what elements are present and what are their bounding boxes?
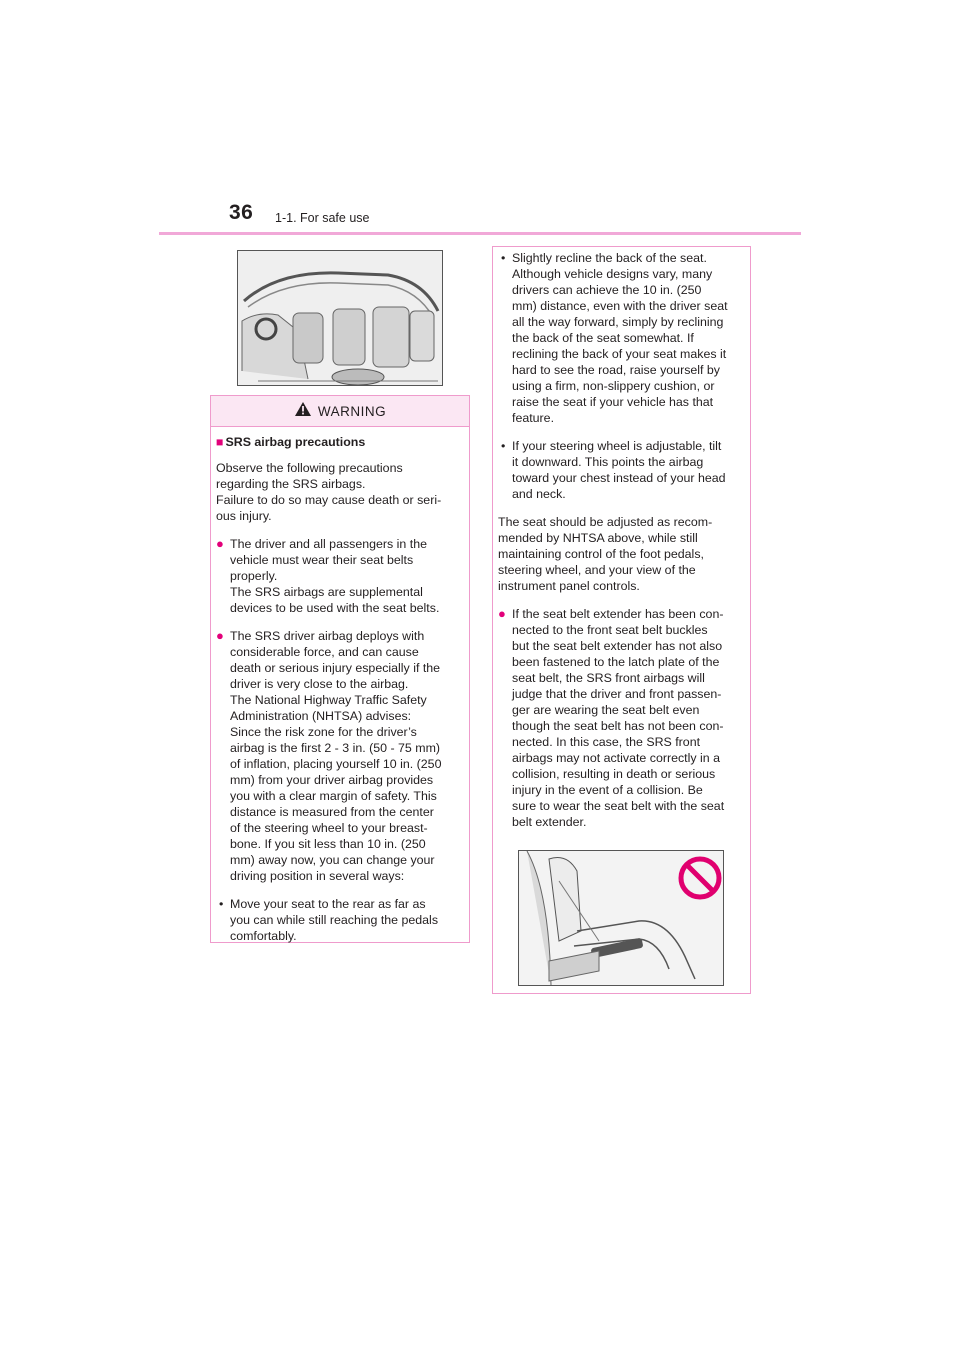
- text-line: mm) distance, even with the driver seat: [512, 299, 728, 313]
- warning-item-belt-extender: [498, 606, 745, 830]
- bullet-marker: •: [501, 251, 506, 265]
- text-line: mended by NHTSA above, while still: [498, 531, 698, 545]
- text-line: ous injury.: [216, 509, 272, 523]
- prohibition-icon: [677, 855, 723, 901]
- text-line: If your steering wheel is adjustable, tilt: [512, 439, 722, 453]
- text-line: all the way forward, simply by reclining: [512, 315, 724, 329]
- warning-box: [210, 395, 470, 943]
- section-title: 1-1. For safe use: [275, 211, 370, 225]
- text-line: raise the seat if your vehicle has that: [512, 395, 714, 409]
- bullet-tilt-wheel: [498, 438, 745, 502]
- bullet-marker: •: [501, 439, 506, 453]
- text-line: you with a clear margin of safety. This: [230, 789, 437, 803]
- text-line: belt extender.: [512, 815, 587, 829]
- text-line: collision, resulting in death or serious: [512, 767, 716, 781]
- text-line: The driver and all passengers in the: [230, 537, 427, 551]
- bullet-recline-seat: [498, 250, 745, 426]
- text-line: Administration (NHTSA) advises:: [230, 709, 412, 723]
- warning-item-seatbelts: [216, 536, 464, 616]
- text-line: but the seat belt extender has not also: [512, 639, 723, 653]
- text-line: injury in the event of a collision. Be: [512, 783, 703, 797]
- text-line: If the seat belt extender has been con-: [512, 607, 724, 621]
- text-line: drivers can achieve the 10 in. (250: [512, 283, 702, 297]
- text-line: been fastened to the latch plate of the: [512, 655, 720, 669]
- text-line: maintaining control of the foot pedals,: [498, 547, 704, 561]
- text-line: vehicle must wear their seat belts: [230, 553, 414, 567]
- warning-header: [211, 396, 469, 427]
- bullet-marker: •: [219, 897, 224, 911]
- text-line: and neck.: [512, 487, 566, 501]
- text-line: Since the risk zone for the driver’s: [230, 725, 417, 739]
- text-line: steering wheel, and your view of the: [498, 563, 696, 577]
- header-rule: [159, 232, 801, 235]
- text-line: though the seat belt has not been con-: [512, 719, 724, 733]
- text-line: Move your seat to the rear as far as: [230, 897, 426, 911]
- heading-text: SRS airbag precautions: [225, 435, 366, 449]
- text-line: distance is measured from the center: [230, 805, 434, 819]
- text-line: toward your chest instead of your head: [512, 471, 726, 485]
- text-line: of inflation, placing yourself 10 in. (250: [230, 757, 442, 771]
- text-line: using a firm, non-slippery cushion, or: [512, 379, 715, 393]
- text-line: driving position in several ways:: [230, 869, 405, 883]
- text-line: judge that the driver and front passen-: [512, 687, 722, 701]
- text-line: nected. In this case, the SRS front: [512, 735, 701, 749]
- warning-intro: [216, 460, 464, 524]
- text-line: The National Highway Traffic Safety: [230, 693, 427, 707]
- heading-marker: ■: [216, 435, 224, 449]
- page-number: 36: [229, 201, 254, 224]
- bullet-move-seat: [216, 896, 464, 944]
- text-line: seat belt, the SRS front airbags will: [512, 671, 705, 685]
- car-cabin-illustration: [237, 250, 443, 386]
- text-line: of the steering wheel to your breast-: [230, 821, 428, 835]
- text-line: nected to the front seat belt buckles: [512, 623, 708, 637]
- text-line: Observe the following precautions: [216, 461, 403, 475]
- text-line: death or serious injury especially if the: [230, 661, 441, 675]
- text-line: it downward. This points the airbag: [512, 455, 704, 469]
- dot-marker: ●: [498, 606, 506, 621]
- seat-adjust-paragraph: [498, 514, 745, 594]
- text-line: comfortably.: [230, 929, 297, 943]
- text-line: Although vehicle designs vary, many: [512, 267, 713, 281]
- text-line: Failure to do so may cause death or seri-: [216, 493, 442, 507]
- warning-heading: [216, 434, 464, 450]
- warning-content: [211, 427, 469, 944]
- warning-label: WARNING: [317, 403, 387, 419]
- text-line: feature.: [512, 411, 555, 425]
- car-cabin-drawing: [238, 251, 442, 385]
- text-line: The seat should be adjusted as recom-: [498, 515, 713, 529]
- text-line: The SRS driver airbag deploys with: [230, 629, 425, 643]
- dot-marker: ●: [216, 536, 224, 551]
- text-line: mm) from your driver airbag provides: [230, 773, 434, 787]
- text-line: properly.: [230, 569, 278, 583]
- text-line: the back of the seat somewhat. If: [512, 331, 694, 345]
- text-line: Slightly recline the back of the seat.: [512, 251, 707, 265]
- text-line: ger are wearing the seat belt even: [512, 703, 700, 717]
- text-line: you can while still reaching the pedals: [230, 913, 439, 927]
- text-line: airbag is the first 2 - 3 in. (50 - 75 mm): [230, 741, 441, 755]
- warning-triangle-icon: [294, 401, 312, 422]
- text-line: considerable force, and can cause: [230, 645, 419, 659]
- text-line: mm) away now, you can change your: [230, 853, 435, 867]
- text-line: The SRS airbags are supplemental: [230, 585, 423, 599]
- text-line: sure to wear the seat belt with the seat: [512, 799, 725, 813]
- text-line: hard to see the road, raise yourself by: [512, 363, 721, 377]
- text-line: devices to be used with the seat belts.: [230, 601, 440, 615]
- text-line: reclining the back of your seat makes it: [512, 347, 727, 361]
- text-line: instrument panel controls.: [498, 579, 640, 593]
- text-line: driver is very close to the airbag.: [230, 677, 409, 691]
- dot-marker: ●: [216, 628, 224, 643]
- text-line: airbags may not activate correctly in a: [512, 751, 720, 765]
- warning-item-airbag-force: [216, 628, 464, 884]
- text-line: bone. If you sit less than 10 in. (250: [230, 837, 426, 851]
- text-line: regarding the SRS airbags.: [216, 477, 366, 491]
